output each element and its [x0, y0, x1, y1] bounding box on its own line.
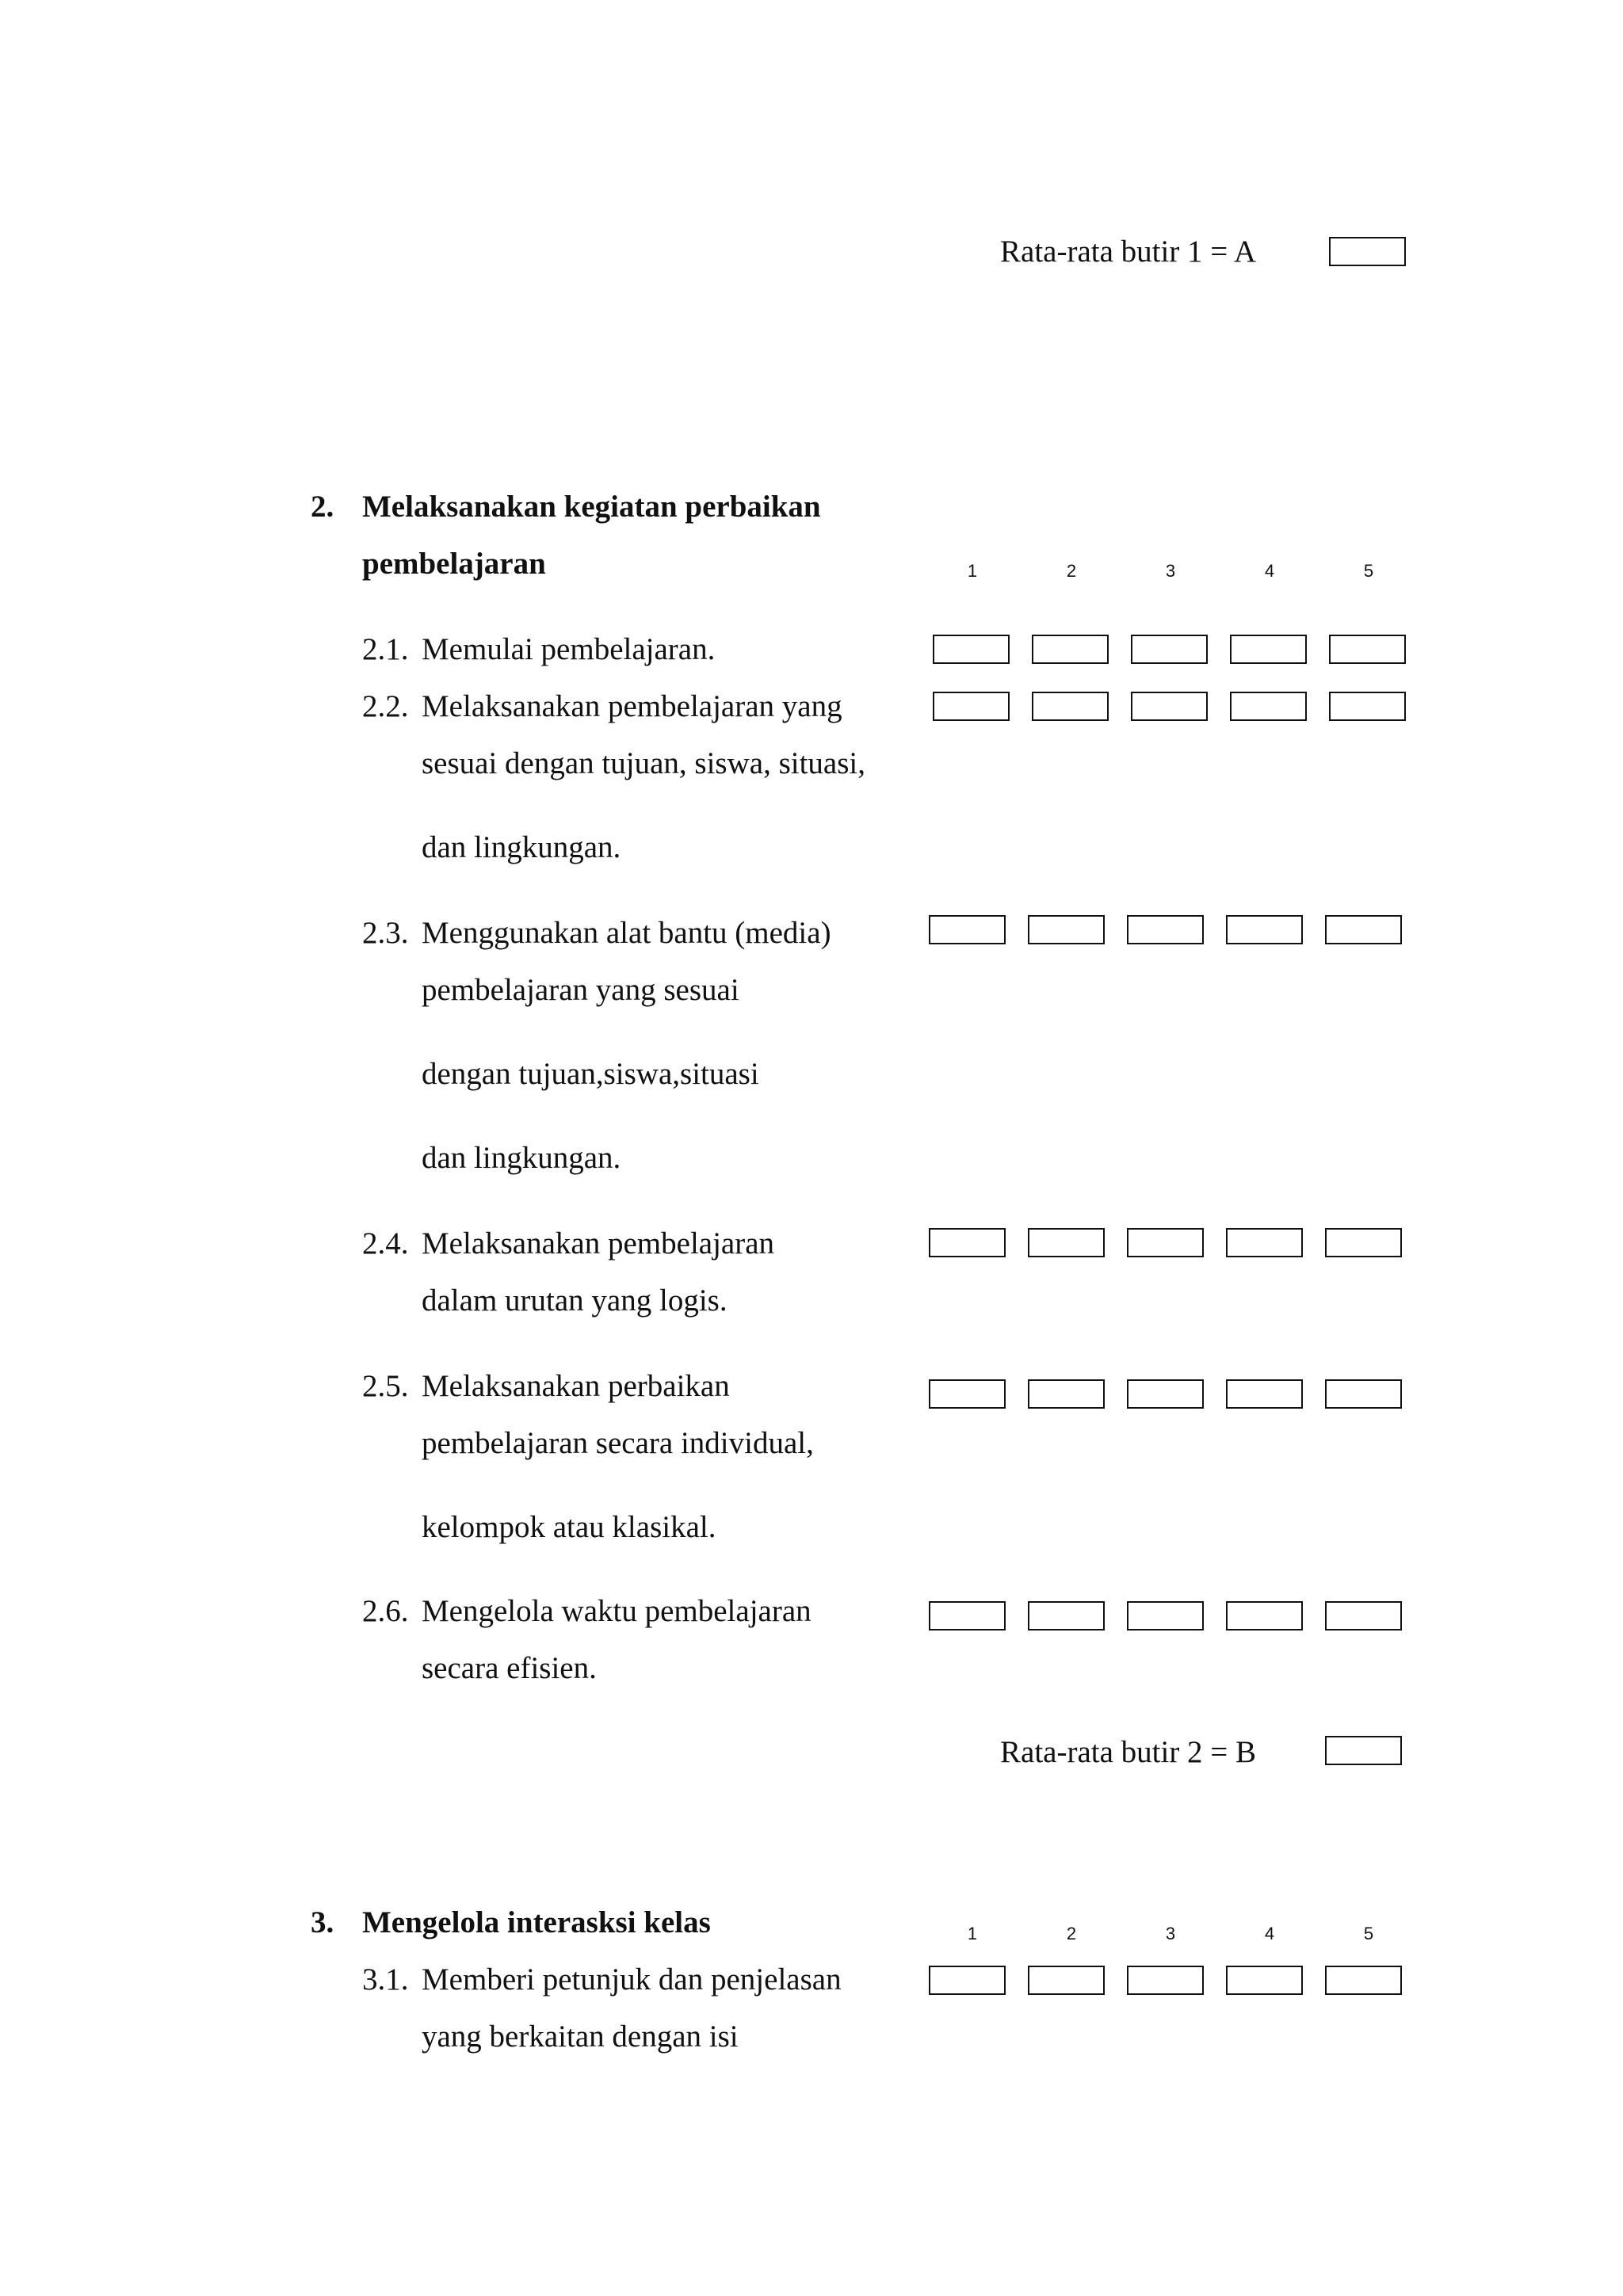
- item-3-1-score-4-box[interactable]: [1226, 1966, 1303, 1995]
- item-2-2-text-line-2: sesuai dengan tujuan, siswa, situasi,: [422, 746, 865, 780]
- item-2-1-number: 2.1.: [362, 632, 409, 666]
- item-2-4-score-3-box[interactable]: [1127, 1228, 1204, 1257]
- item-2-3-score-2-box[interactable]: [1028, 915, 1105, 944]
- section-3-scale-3: 3: [1165, 1924, 1176, 1943]
- item-2-4-score-2-box[interactable]: [1028, 1228, 1105, 1257]
- average-1-label: Rata-rata butir 1 = A: [1000, 235, 1257, 269]
- item-2-3-score-4-box[interactable]: [1226, 915, 1303, 944]
- average-2-label: Rata-rata butir 2 = B: [1000, 1735, 1257, 1769]
- section-2-scale-4: 4: [1264, 561, 1275, 581]
- section-3-title: Mengelola interasksi kelas: [362, 1905, 711, 1939]
- item-2-3-number: 2.3.: [362, 916, 409, 950]
- item-2-5-text: Melaksanakan perbaikan: [422, 1369, 730, 1403]
- item-2-4-number: 2.4.: [362, 1226, 409, 1261]
- item-2-4-score-4-box[interactable]: [1226, 1228, 1303, 1257]
- item-2-2-number: 2.2.: [362, 689, 409, 723]
- item-2-5-score-2-box[interactable]: [1028, 1379, 1105, 1409]
- item-2-4-score-1-box[interactable]: [929, 1228, 1006, 1257]
- item-3-1-number: 3.1.: [362, 1962, 409, 1997]
- item-2-6-score-1-box[interactable]: [929, 1601, 1006, 1630]
- item-2-5-score-1-box[interactable]: [929, 1379, 1006, 1409]
- average-2-score-box[interactable]: [1325, 1736, 1402, 1765]
- item-2-2-text: Melaksanakan pembelajaran yang: [422, 689, 842, 723]
- section-3-number: 3.: [311, 1905, 334, 1939]
- item-2-1-score-4-box[interactable]: [1230, 635, 1307, 664]
- item-2-6-number: 2.6.: [362, 1594, 409, 1628]
- section-2-number: 2.: [311, 490, 334, 524]
- item-2-1-score-3-box[interactable]: [1131, 635, 1208, 664]
- item-2-5-score-4-box[interactable]: [1226, 1379, 1303, 1409]
- item-2-3-score-3-box[interactable]: [1127, 915, 1204, 944]
- item-3-1-text-line-2: yang berkaitan dengan isi: [422, 2019, 739, 2054]
- item-2-2-score-4-box[interactable]: [1230, 692, 1307, 721]
- section-2-title-continued: pembelajaran: [362, 547, 546, 581]
- item-3-1-score-1-box[interactable]: [929, 1966, 1006, 1995]
- item-3-1-score-3-box[interactable]: [1127, 1966, 1204, 1995]
- section-3-scale-5: 5: [1363, 1924, 1374, 1943]
- item-2-3-score-5-box[interactable]: [1325, 915, 1402, 944]
- item-2-2-score-2-box[interactable]: [1032, 692, 1109, 721]
- item-3-1-score-2-box[interactable]: [1028, 1966, 1105, 1995]
- section-2-title: Melaksanakan kegiatan perbaikan: [362, 490, 821, 524]
- item-2-5-score-3-box[interactable]: [1127, 1379, 1204, 1409]
- item-2-4-text-line-2: dalam urutan yang logis.: [422, 1283, 727, 1318]
- item-2-1-score-2-box[interactable]: [1032, 635, 1109, 664]
- item-2-6-score-5-box[interactable]: [1325, 1601, 1402, 1630]
- section-3-scale-4: 4: [1264, 1924, 1275, 1943]
- item-2-5-text-line-2: pembelajaran secara individual,: [422, 1426, 814, 1460]
- item-2-6-score-2-box[interactable]: [1028, 1601, 1105, 1630]
- item-2-2-score-1-box[interactable]: [933, 692, 1010, 721]
- item-2-3-text-line-4: dan lingkungan.: [422, 1141, 621, 1175]
- item-2-2-text-line-3: dan lingkungan.: [422, 830, 621, 864]
- item-3-1-text: Memberi petunjuk dan penjelasan: [422, 1962, 842, 1997]
- item-2-5-text-line-3: kelompok atau klasikal.: [422, 1510, 716, 1544]
- item-2-6-text: Mengelola waktu pembelajaran: [422, 1594, 812, 1628]
- item-3-1-score-5-box[interactable]: [1325, 1966, 1402, 1995]
- item-2-1-score-1-box[interactable]: [933, 635, 1010, 664]
- item-2-5-number: 2.5.: [362, 1369, 409, 1403]
- item-2-1-text: Memulai pembelajaran.: [422, 632, 716, 666]
- item-2-6-score-3-box[interactable]: [1127, 1601, 1204, 1630]
- item-2-3-text-line-3: dengan tujuan,siswa,situasi: [422, 1057, 759, 1091]
- item-2-5-score-5-box[interactable]: [1325, 1379, 1402, 1409]
- item-2-4-text: Melaksanakan pembelajaran: [422, 1226, 775, 1261]
- section-2-scale-3: 3: [1165, 561, 1176, 581]
- item-2-2-score-3-box[interactable]: [1131, 692, 1208, 721]
- section-3-scale-2: 2: [1066, 1924, 1077, 1943]
- item-2-6-score-4-box[interactable]: [1226, 1601, 1303, 1630]
- section-2-scale-1: 1: [967, 561, 978, 581]
- section-2-scale-2: 2: [1066, 561, 1077, 581]
- item-2-3-text-line-2: pembelajaran yang sesuai: [422, 973, 739, 1007]
- item-2-4-score-5-box[interactable]: [1325, 1228, 1402, 1257]
- item-2-3-score-1-box[interactable]: [929, 915, 1006, 944]
- item-2-6-text-line-2: secara efisien.: [422, 1651, 597, 1685]
- section-2-scale-5: 5: [1363, 561, 1374, 581]
- item-2-1-score-5-box[interactable]: [1329, 635, 1406, 664]
- section-3-scale-1: 1: [967, 1924, 978, 1943]
- average-1-score-box[interactable]: [1329, 237, 1406, 266]
- item-2-2-score-5-box[interactable]: [1329, 692, 1406, 721]
- item-2-3-text: Menggunakan alat bantu (media): [422, 916, 831, 950]
